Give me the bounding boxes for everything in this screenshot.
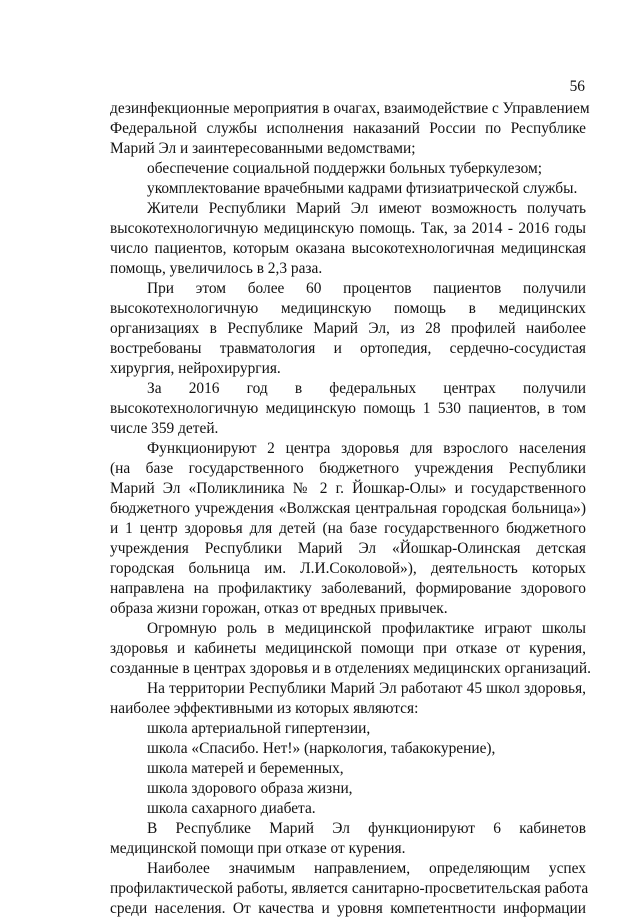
text-line: числе 359 детей. <box>110 420 219 437</box>
text-line: Функционируют 2 центра здоровья для взрослого населения <box>147 440 586 457</box>
text-line: помощь, увеличилось в 2,3 раза. <box>110 260 323 277</box>
text-line: бюджетного учреждения «Волжская центральная городская больница») <box>110 500 586 517</box>
text-line: Марий Эл и заинтересованными ведомствами; <box>110 140 416 157</box>
text-line: школа сахарного диабета. <box>147 800 316 817</box>
text-line: высокотехнологичную медицинскую помощь 1 530 пациентов, в том <box>110 400 586 417</box>
text-line: Жители Республики Марий Эл имеют возможность получать <box>147 200 586 217</box>
text-line: школа «Спасибо. Нет!» (наркология, табакокурение), <box>147 740 496 757</box>
text-line: востребованы травматология и ортопедия, сердечно-сосудистая <box>110 340 586 357</box>
text-line: направлена на профилактику заболеваний, формирование здорового <box>110 580 586 597</box>
text-line: Наиболее значимым направлением, определяющим успех <box>147 860 586 877</box>
text-line: организациях в Республике Марий Эл, из 28 профилей наиболее <box>110 320 586 337</box>
text-line: городская больница им. Л.И.Соколовой»), деятельность которых <box>110 560 586 577</box>
text-line: учреждения Республики Марий Эл «Йошкар-Олинская детская <box>110 540 586 557</box>
text-line: образа жизни горожан, отказ от вредных привычек. <box>110 600 448 617</box>
text-line: Огромную роль в медицинской профилактике играют школы <box>147 620 586 637</box>
text-line: укомплектование врачебными кадрами фтизиатрической службы. <box>147 180 578 197</box>
text-line: Марий Эл «Поликлиника № 2 г. Йошкар-Олы» и государственного <box>110 480 586 497</box>
text-line: Федеральной службы исполнения наказаний России по Республике <box>110 120 586 137</box>
text-line: На территории Республики Марий Эл работают 45 школ здоровья, <box>147 680 586 697</box>
text-line: обеспечение социальной поддержки больных туберкулезом; <box>147 160 543 177</box>
page-number: 56 <box>569 78 585 95</box>
text-line: число пациентов, которым оказана высокотехнологичная медицинская <box>110 240 586 257</box>
text-line: дезинфекционные мероприятия в очагах, взаимодействие с Управлением <box>110 100 590 117</box>
text-line: высокотехнологичную медицинскую помощь в медицинских <box>110 300 586 317</box>
text-line: В Республике Марий Эл функционируют 6 кабинетов <box>147 820 586 837</box>
text-line: созданные в центрах здоровья и в отделениях медицинских организаций. <box>110 660 592 677</box>
text-line: и 1 центр здоровья для детей (на базе государственного бюджетного <box>110 520 586 537</box>
text-line: здоровья и кабинеты медицинской помощи при отказе от курения, <box>110 640 586 657</box>
text-line: высокотехнологичную медицинскую помощь. Так, за 2014 - 2016 годы <box>110 220 586 237</box>
text-line: школа матерей и беременных, <box>147 760 344 777</box>
text-line: школа здорового образа жизни, <box>147 780 353 797</box>
text-line: школа артериальной гипертензии, <box>147 720 371 737</box>
text-line: При этом более 60 процентов пациентов получили <box>147 280 586 297</box>
text-line: профилактической работы, является санитарно-просветительская работа <box>110 880 589 897</box>
text-line: хирургия, нейрохирургия. <box>110 360 281 377</box>
text-line: среди населения. От качества и уровня компетентности информации <box>110 900 586 917</box>
text-line: наиболее эффективными из которых являются: <box>110 700 419 717</box>
text-line: (на базе государственного бюджетного учреждения Республики <box>110 460 586 477</box>
text-line: медицинской помощи при отказе от курения. <box>110 840 406 857</box>
text-line: За 2016 год в федеральных центрах получили <box>147 380 586 397</box>
